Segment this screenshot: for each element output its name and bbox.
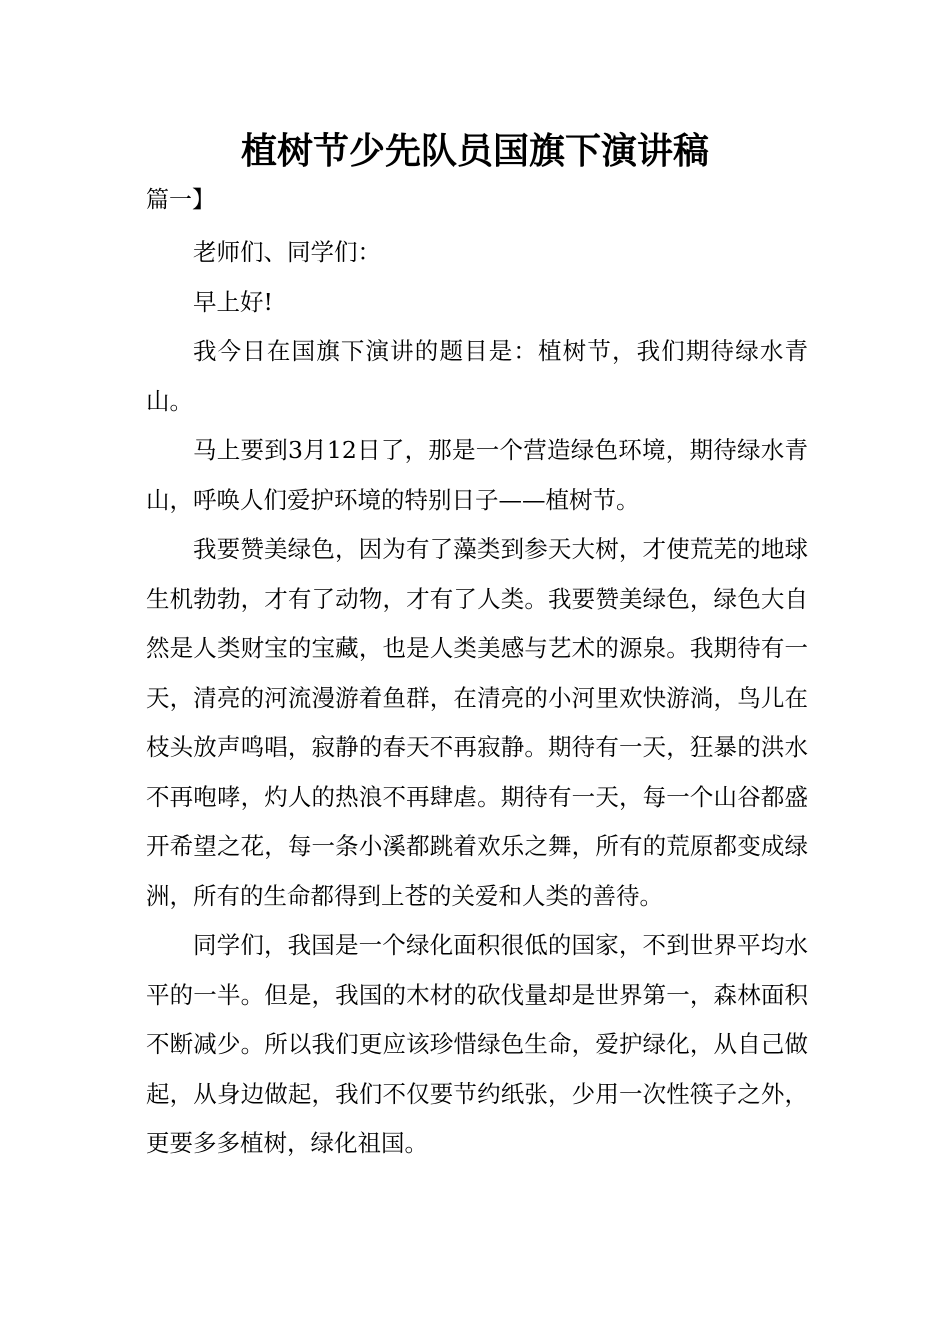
section-label: 篇一】 — [146, 187, 215, 213]
paragraph-topic: 我今日在国旗下演讲的题目是：植树节，我们期待绿水青山。 — [146, 337, 808, 415]
document-title: 植树节少先队员国旗下演讲稿 — [240, 131, 709, 172]
paragraph-greeting: 老师们、同学们： — [193, 238, 381, 266]
paragraph-good-morning: 早上好! — [193, 287, 273, 316]
paragraph-praise-green: 我要赞美绿色，因为有了藻类到参天大树，才使荒芜的地球生机勃勃，才有了动物，才有了人类。我要赞美绿色，绿色大自然是人类财宝的宝藏，也是人类美感与艺术的源泉。我期待有一天，清亮的河流漫游着鱼群，在清亮的小河里欢快游淌，鸟儿在枝头放声鸣唱，寂静的春天不再寂静。期待有一天，狂暴的洪水不再咆哮，灼人的热浪不再肆虐。期待有一天，每一个山谷都盛开希望之花，每一条小溪都跳着欢乐之舞，所有的荒原都变成绿洲，所有的生命都得到上苍的关爱和人类的善待。 — [146, 535, 808, 910]
paragraph-arbor-day: 马上要到3月12日了，那是一个营造绿色环境，期待绿水青山，呼唤人们爱护环境的特别日子——植树节。 — [146, 436, 808, 514]
document-body — [146, 228, 808, 1169]
paragraph-call-to-action: 同学们，我国是一个绿化面积很低的国家，不到世界平均水平的一半。但是，我国的木材的砍伐量却是世界第一，森林面积不断减少。所以我们更应该珍惜绿色生命，爱护绿化，从自己做起，从身边做起，我们不仅要节约纸张，少用一次性筷子之外，更要多多植树，绿化祖国。 — [146, 931, 808, 1157]
